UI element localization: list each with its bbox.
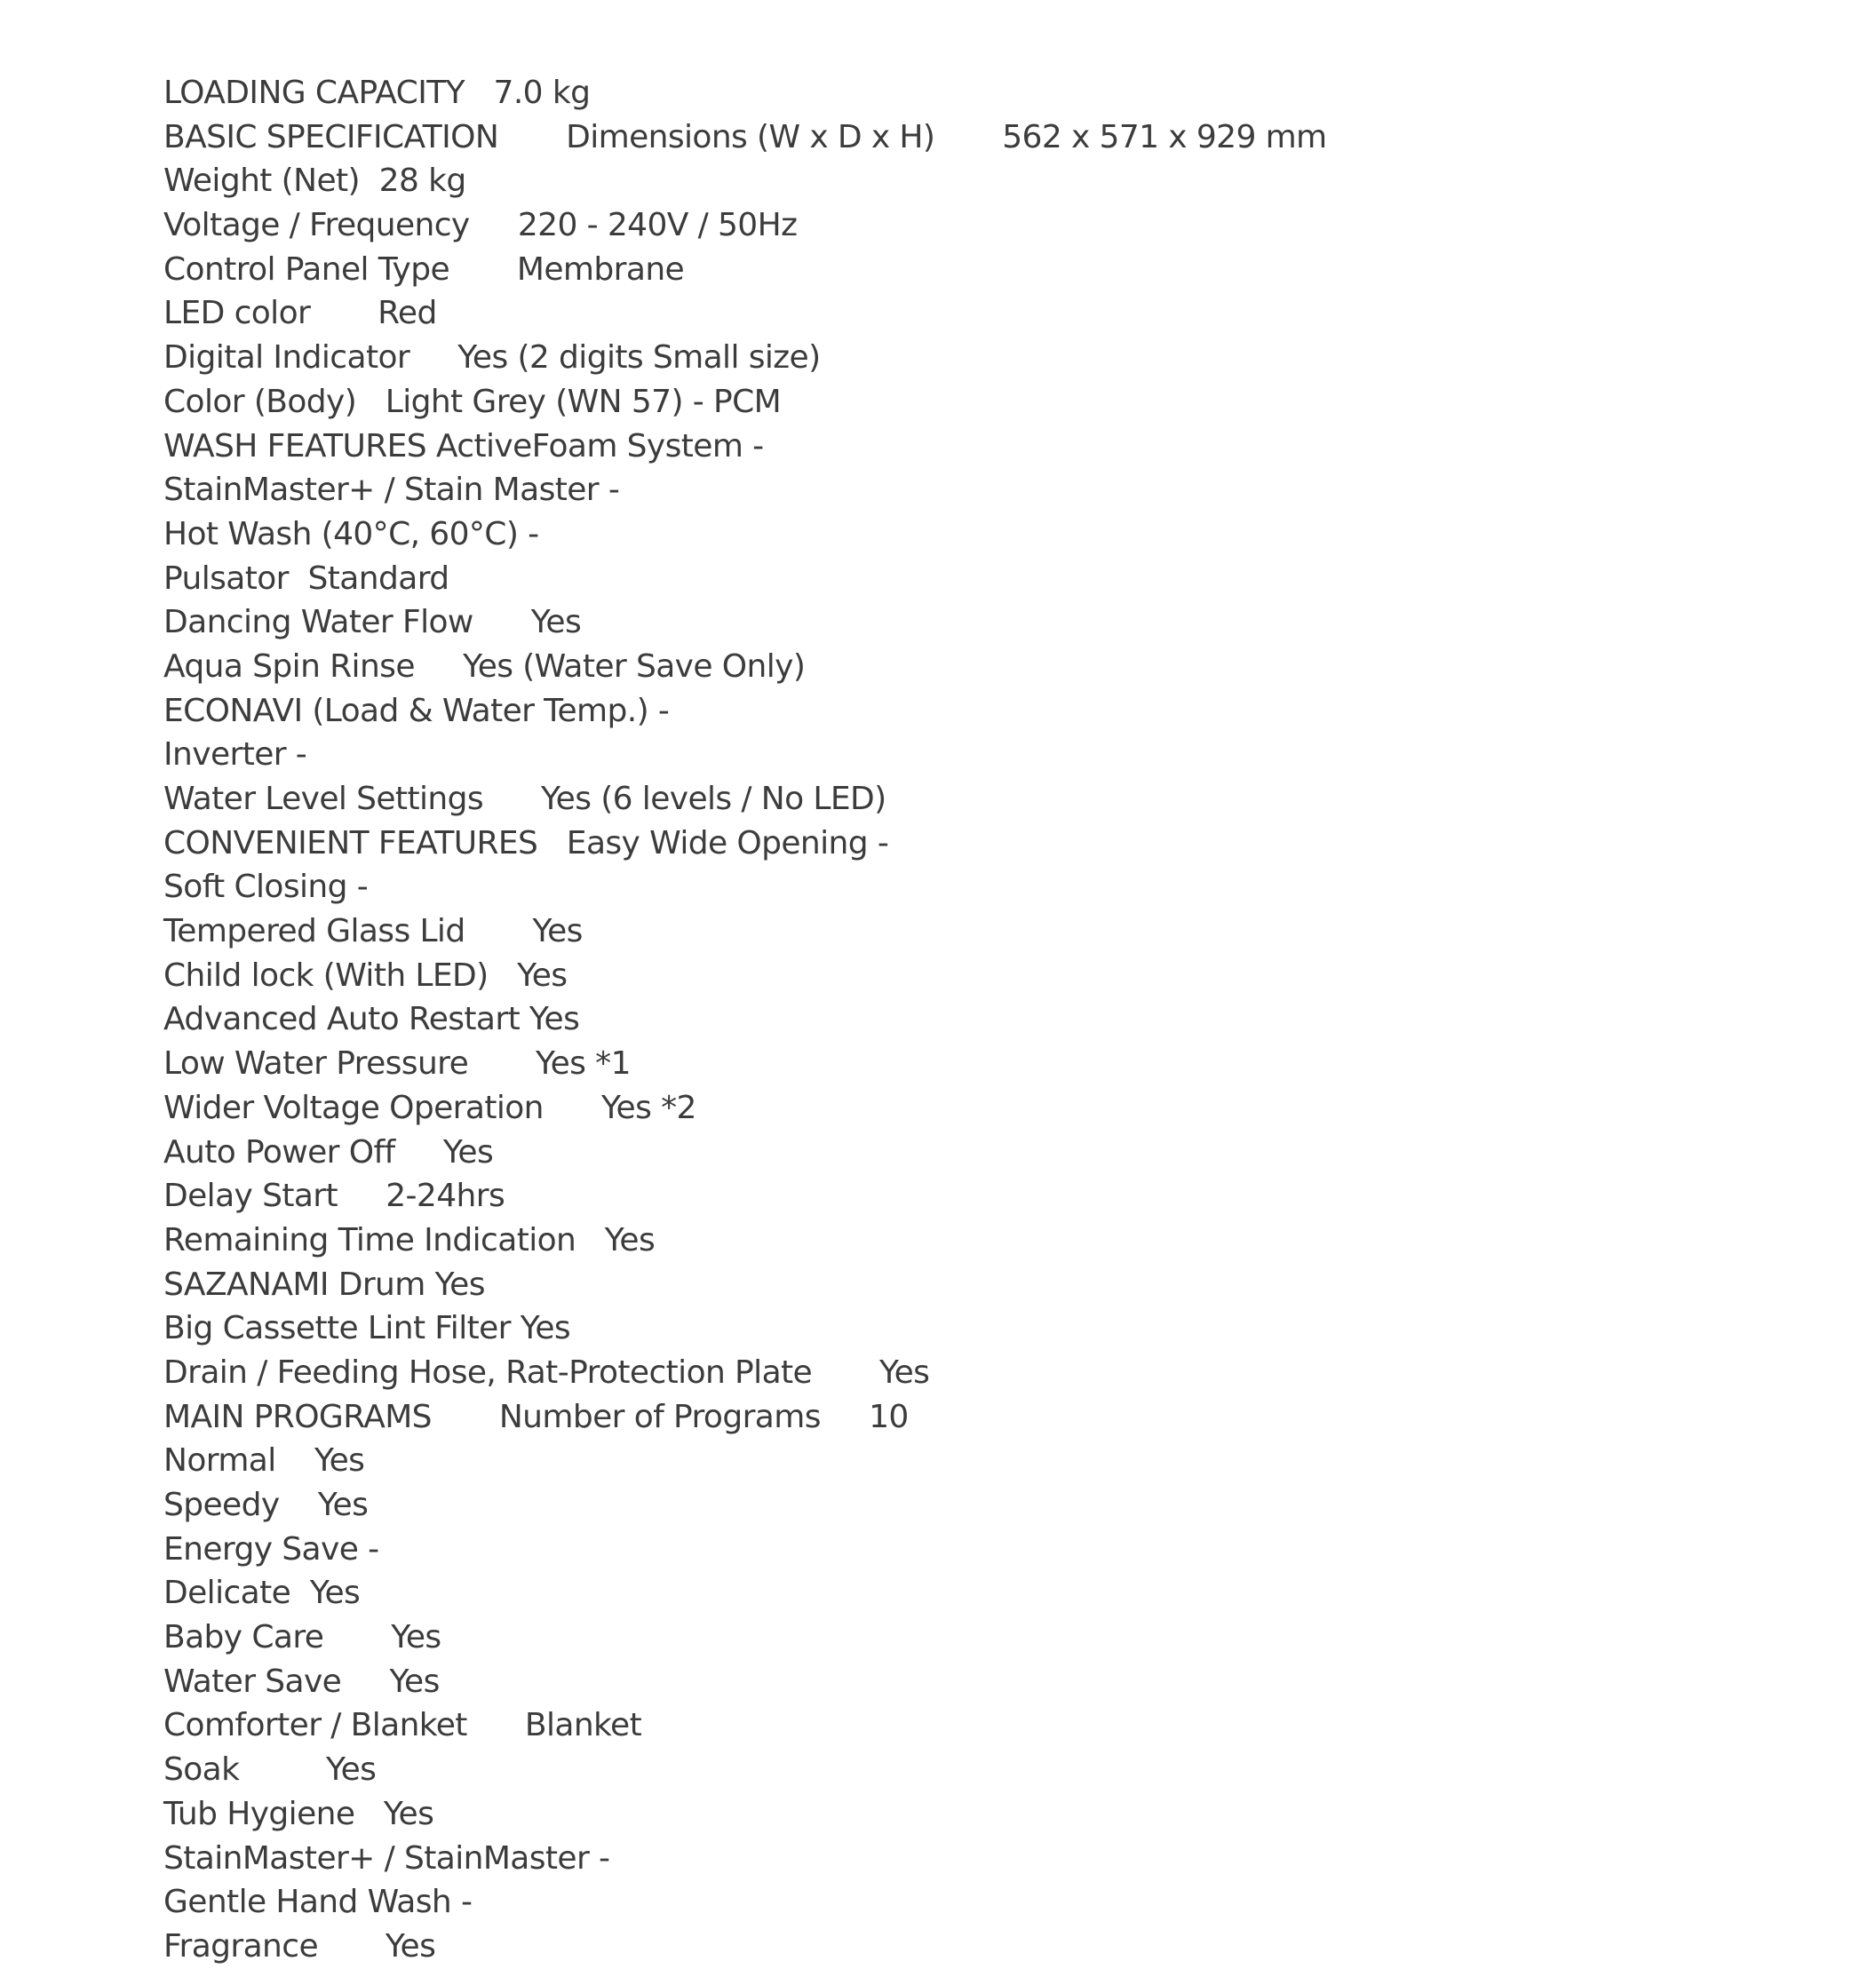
- spec-line: MAIN PROGRAMS Number of Programs 10: [163, 1398, 909, 1435]
- spec-line: Tempered Glass Lid Yes: [163, 913, 583, 950]
- spec-line: Tub Hygiene Yes: [163, 1795, 434, 1832]
- spec-line: Color (Body) Light Grey (WN 57) - PCM: [163, 383, 782, 420]
- spec-line: Hot Wash (40°C, 60°C) -: [163, 515, 539, 552]
- spec-line: WASH FEATURES ActiveFoam System -: [163, 427, 764, 464]
- spec-line: Control Panel Type Membrane: [163, 250, 685, 288]
- spec-line: LOADING CAPACITY 7.0 kg: [163, 75, 591, 111]
- specification-list: [163, 71, 1807, 1969]
- spec-line: BASIC SPECIFICATION Dimensions (W x D x H) 562 x 571 x 929 mm: [163, 118, 1327, 155]
- spec-line: Child lock (With LED) Yes: [163, 957, 568, 994]
- spec-line: Soak Yes: [163, 1751, 377, 1789]
- spec-line: Soft Closing -: [163, 869, 369, 906]
- spec-line: StainMaster+ / StainMaster -: [163, 1839, 610, 1877]
- spec-line: Pulsator Standard: [163, 560, 449, 597]
- spec-line: Auto Power Off Yes: [163, 1133, 494, 1171]
- spec-line: Voltage / Frequency 220 - 240V / 50Hz: [163, 207, 798, 244]
- spec-line: Delay Start 2-24hrs: [163, 1178, 505, 1215]
- spec-line: LED color Red: [163, 295, 437, 332]
- spec-line: Weight (Net) 28 kg: [163, 163, 466, 200]
- spec-line: Low Water Pressure Yes *1: [163, 1045, 631, 1083]
- spec-line: Fragrance Yes: [163, 1927, 436, 1965]
- spec-line: Delicate Yes: [163, 1575, 361, 1612]
- spec-line: Big Cassette Lint Filter Yes: [163, 1310, 571, 1347]
- spec-line: Digital Indicator Yes (2 digits Small size): [163, 339, 821, 377]
- spec-line: SAZANAMI Drum Yes: [163, 1266, 485, 1303]
- spec-line: Speedy Yes: [163, 1487, 369, 1523]
- spec-line: Drain / Feeding Hose, Rat-Protection Plate Yes: [163, 1354, 930, 1391]
- spec-line: Dancing Water Flow Yes: [163, 604, 582, 641]
- spec-line: Energy Save -: [163, 1530, 379, 1568]
- spec-line: Normal Yes: [163, 1442, 365, 1480]
- spec-line: Baby Care Yes: [163, 1619, 441, 1656]
- spec-line: Advanced Auto Restart Yes: [163, 1001, 580, 1038]
- spec-line: Aqua Spin Rinse Yes (Water Save Only): [163, 647, 806, 685]
- spec-line: CONVENIENT FEATURES Easy Wide Opening -: [163, 824, 889, 861]
- spec-line: ECONAVI (Load & Water Temp.) -: [163, 692, 670, 729]
- spec-line: Water Save Yes: [163, 1663, 440, 1700]
- spec-line: Gentle Hand Wash -: [163, 1884, 473, 1921]
- spec-line: Comforter / Blanket Blanket: [163, 1707, 642, 1744]
- spec-line: StainMaster+ / Stain Master -: [163, 472, 620, 509]
- spec-line: Inverter -: [163, 736, 307, 774]
- spec-line: Wider Voltage Operation Yes *2: [163, 1089, 696, 1126]
- spec-line: Remaining Time Indication Yes: [163, 1221, 656, 1258]
- spec-line: Water Level Settings Yes (6 levels / No LED): [163, 781, 886, 817]
